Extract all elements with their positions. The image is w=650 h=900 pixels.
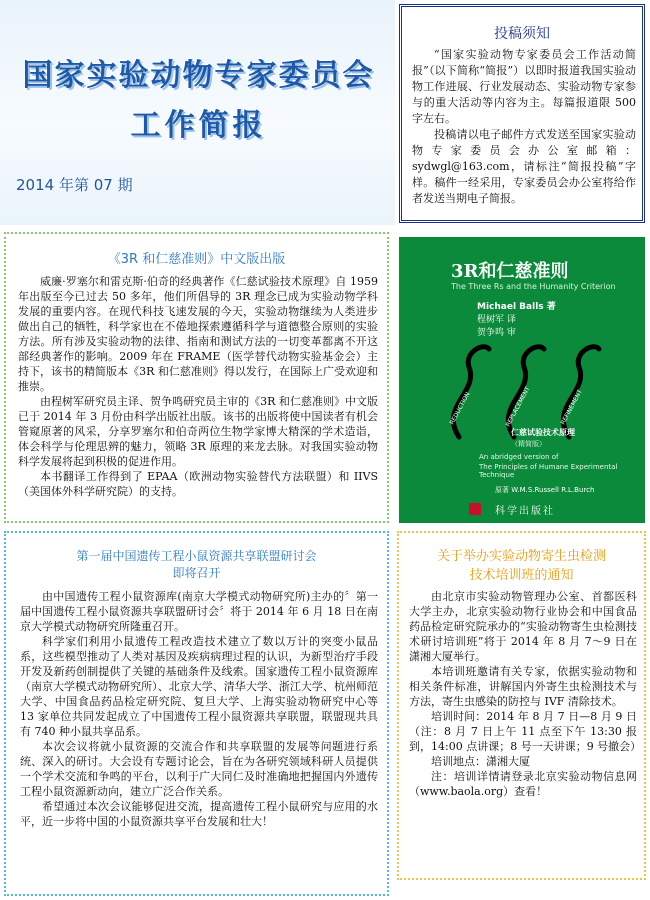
article-body	[18, 274, 378, 499]
article-paragraph: 本书翻译工作得到了 EPAA（欧洲动物实验替代方法联盟）和 IIVS（美国体外科学研究院）的支持。	[18, 470, 378, 498]
spiral-label-reduction: REDUCTION	[448, 391, 472, 426]
submission-notice-title: 投稿须知	[494, 26, 550, 42]
submission-notice-box	[399, 4, 645, 223]
article-body	[409, 589, 642, 799]
book-cover-title: 3R和仁慈准则	[451, 261, 569, 282]
publisher-logo-icon	[469, 503, 481, 515]
article-3r-book-release	[4, 232, 389, 523]
article-paragraph: 由程树军研究员主译、贺争鸣研究员主审的《3R 和仁慈准则》中文版已于 2014 年 3 月份由科学出版社出版。该书的出版将使中国读者有机会管窥原著的风采，分享罗塞尔和伯奇两位生物学家博大精深的学术造诣，体会科学与伦理思辨的魅力，领略 3R 原理的来龙去脉。对我国实验动物科学发展将起到积极的促进作用。	[18, 395, 378, 468]
submission-notice-paragraph: “国家实验动物专家委员会工作活动简报”（以下简称“简报”）以即时报道我国实验动物工作进展、行业发展动态、实验动物专家参与的重大活动等内容为主。每篇报道限 500 字左右。	[412, 48, 636, 125]
article-parasite-training-notice	[397, 531, 646, 880]
article-paragraph: 培训地点：潇湘大厦	[431, 755, 530, 768]
newsletter-title-line1: 国家实验动物专家委员会	[22, 58, 375, 93]
article-title: 关于举办实验动物寄生虫检测	[436, 549, 606, 564]
spiral-label-replacement: REPLACEMENT	[504, 385, 532, 428]
article-paragraph: 威廉·罗塞尔和雷克斯·伯奇的经典著作《仁慈试验技术原理》自 1959 年出版至今已过去 50 多年，他们所倡导的 3R 理念已成为实验动物学科发展的重要内容。在现代科技飞速发展的今天，实验动物继续为人类进步做出自己的牺牲，科学家也在不倦地探索遵循科学与道德整合原则的实验方法。所有涉及实验动物的法律、指南和测试方法的一切变革都离不开这部经典著作的影响。2009 年在 FRAME（医学替代动物实验基金会）主持下，该书的精简版本《3R 和仁慈准则》得以发行，在国际上广受欢迎和推崇。	[18, 275, 378, 393]
book-cover-reviewer: 贺争鸣 审	[477, 328, 516, 338]
article-title: 即将召开	[172, 566, 221, 580]
spiral-label-refinement: REFINEMENT	[559, 388, 584, 426]
book-cover-image	[399, 237, 645, 523]
spiral-1	[453, 347, 489, 437]
book-cover-abridged-line: The Principles of Humane Experimental Technique	[479, 463, 618, 479]
book-cover-publisher: 科学出版社	[495, 506, 555, 517]
article-paragraph: 培训时间：2014 年 8 月 7 日—8 月 9 日（注：8 月 7 日上午 11 点至下午 13:30 报到，14:00 点讲课；8 号一天讲课；9 号撤会）	[409, 710, 642, 753]
article-paragraph: 由中国遗传工程小鼠资源库(南京大学模式动物研究所)主办的〞第一届中国遗传工程小鼠资源共享联盟研讨会〞将于 2014 年 6 月 18 日在南京大学模式动物研究所隆重召开。	[20, 590, 378, 633]
article-paragraph: 由北京市实验动物管理办公室、首都医科大学主办，北京实验动物行业协会和中国食品药品检定研究院承办的“实验动物寄生虫检测技术研讨培训班”将于 2014 年 8 月 7～9 日在潇湘大厦举行。	[409, 590, 637, 663]
book-cover-edition-note: （精简版）	[511, 440, 546, 448]
book-cover-original-authors: 原著 W.M.S.Russell R.L.Burch	[495, 486, 595, 494]
book-cover-author: Michael Balls 著	[477, 302, 556, 312]
article-paragraph: 本培训班邀请有关专家，依据实验动物和相关条件标准，讲解国内外寄生虫检测技术与方法，寄生虫感染的防控与 IVF 清除技术。	[409, 665, 637, 708]
article-title: 技术培训班的通知	[469, 568, 574, 583]
article-body	[20, 589, 378, 829]
book-cover-subtitle: The Three Rs and the Humanity Criterion	[451, 282, 616, 291]
newsletter-header	[0, 0, 395, 225]
newsletter-title-line2: 工作简报	[130, 108, 267, 143]
article-title: 《3R 和仁慈准则》中文版出版	[107, 252, 286, 267]
article-paragraph: 注：培训详情请登录北京实验动物信息网（www.baola.org）查看！	[409, 770, 637, 798]
book-cover-translator: 程树军 译	[477, 315, 516, 325]
submission-notice-paragraph: 投稿请以电子邮件方式发送至国家实验动物专家委员会办公室邮箱：sydwgl@163.com，请标注“简报投稿”字样。稿件一经采用，专家委员会办公室将给作者发送当期电子简报。	[412, 128, 636, 205]
article-title: 第一届中国遗传工程小鼠资源共享联盟研讨会	[76, 549, 317, 563]
issue-number: 2014 年第 07 期	[16, 176, 133, 194]
article-mouse-resource-symposium	[4, 531, 389, 896]
book-cover-chinese-edition: 仁慈试验技术原理	[511, 428, 575, 437]
article-paragraph: 本次会议将就小鼠资源的交流合作和共享联盟的发展等问题进行系统、深入的研讨。大会设有专题讨论会，旨在为各研究领域科研人员提供一个学术交流和争鸣的平台，以利于广大同仁及时准确地把握国内外遗传工程小鼠资源新动向，建立广泛合作关系。	[20, 740, 378, 798]
book-cover-abridged-line: An abridged version of	[479, 453, 559, 461]
article-paragraph: 科学家们利用小鼠遗传工程改造技术建立了数以万计的突变小鼠品系，这些模型推动了人类对基因及疾病病理过程的认识，为新型治疗手段开发及新药创制提供了关键的基础条件及线索。国家遗传工程小鼠资源库（南京大学模式动物研究所）、北京大学、清华大学、浙江大学、杭州师范大学、中国食品药品检定研究院、复旦大学、上海实验动物研究中心等 13 家单位共同发起成立了中国遗传工程小鼠资源共享联盟，联盟现共具有 740 种小鼠共享品系。	[20, 635, 378, 738]
article-paragraph: 希望通过本次会议能够促进交流，提高遗传工程小鼠研究与应用的水平，近一步将中国的小鼠资源共享平台发展和壮大！	[20, 800, 378, 828]
